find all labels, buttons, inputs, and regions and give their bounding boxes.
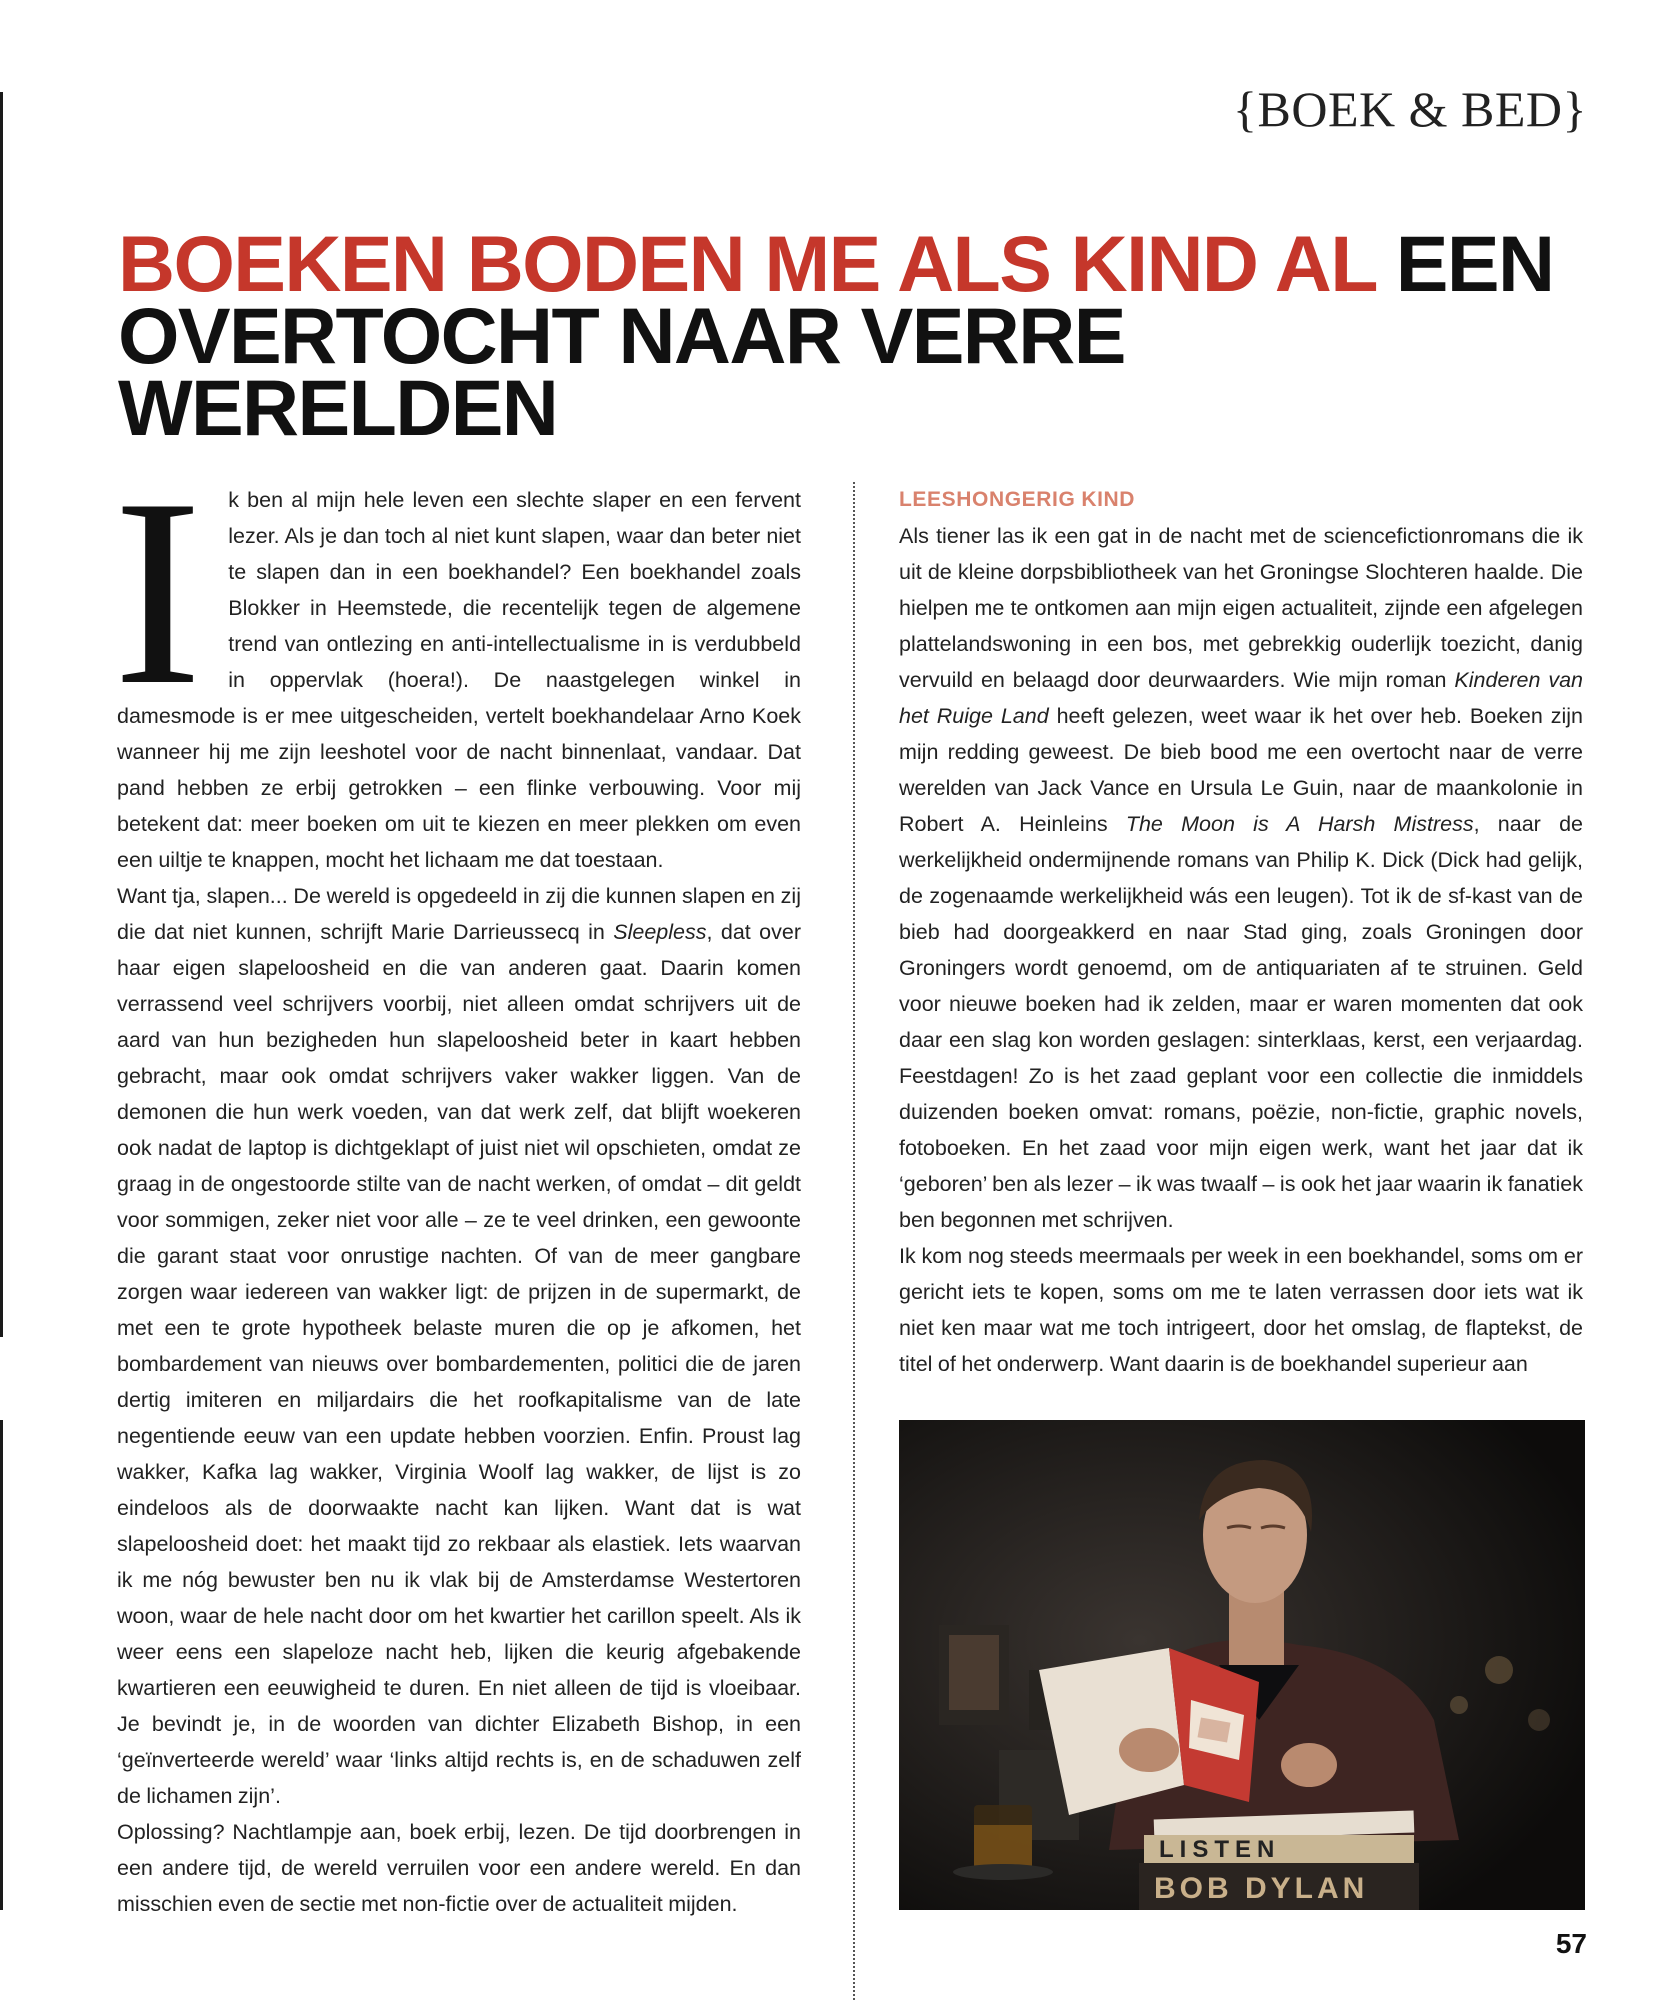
paragraph-intro [113, 443, 801, 878]
left-column [113, 443, 801, 1922]
photo-illustration [899, 1420, 1585, 1910]
headline-dark-part: EEN OVERTOCHT NAAR VERRE WERELDEN [118, 219, 1554, 452]
book-title-harsh-mistress: The Moon is A Harsh Mistress [1125, 812, 1474, 836]
paragraph-sleepless [117, 878, 801, 1814]
paragraph-teen-reader [899, 518, 1583, 1238]
book-spine-bob-dylan: BOB DYLAN [1154, 1872, 1369, 1905]
headline [118, 219, 1578, 452]
book-title-sleepless: Sleepless [613, 920, 707, 944]
paragraph-teen-text-a: Als tiener las ik een gat in de nacht met de sciencefictionromans die ik uit de kleine dorpsbibliotheek van het Groningse Slochteren haalde. Die hielpen me te ontkomen aan mijn eigen actualiteit, zijnde een afgelegen plattelandswoning in een bos, met gebrekkig ouderlijk toezicht, danig vervuild en belaagd door deurwaarders. Wie mijn roman [899, 524, 1583, 692]
page-number: 57 [1555, 1928, 1587, 1959]
column-divider [853, 482, 855, 2000]
subheading: LEESHONGERIG KIND [899, 488, 1136, 511]
author-reading-photo [899, 1420, 1585, 1910]
section-label: {BOEK & BED} [1233, 81, 1587, 137]
book-spine-listen: LISTEN [1159, 1836, 1281, 1863]
paragraph-sleepless-text-b: , dat over haar eigen slapeloosheid en die van anderen gaat. Daarin komen verrassend veel schrijvers voorbij, niet alleen omdat schrijvers uit de aard van hun bezigheden hun slapeloosheid beter in kaart hebben gebracht, maar ook omdat schrijvers vaker wakker liggen. Van de demonen die hun werk voeden, van dat werk zelf, dat blijft woekeren ook nadat de laptop is dichtgeklapt of juist niet wil opschieten, omdat ze graag in de ongestoorde stilte van de nacht werken, of omdat – dit geldt voor sommigen, zeker niet voor alle – ze te veel drinken, een gewoonte die garant staat voor onrustige nachten. Of van de meer gangbare zorgen waar iedereen van wakker ligt: de prijzen in de supermarkt, de met een te grote hypotheek belaste muren die op je afkomen, het bombardement van nieuws over bombardementen, politici die de jaren dertig imiteren en miljardairs die het roofkapitalisme van de late negentiende eeuw van een update hebben voorzien. Enfin. Proust lag wakker, Kafka lag wakker, Virginia Woolf lag wakker, de lijst is zo eindeloos als de doorwaakte nacht kan lijken. Want dat is wat slapeloosheid doet: het maakt tijd zo rekbaar als elastiek. Iets waarvan ik me nóg bewuster ben nu ik vlak bij de Amsterdamse Westertoren woon, waar de hele nacht door om het kwartier het carillon speelt. Als ik weer eens een slapeloze nacht heb, lijken die keurig afgebakende kwartieren een eeuwigheid te duren. En niet alleen de tijd is vloeibaar. Je bevindt je, in de woorden van dichter Elizabeth Bishop, in een ‘geïnverteerde wereld’ waar ‘links altijd rechts is, en de schaduwen zelf de lichamen zijn’. [117, 920, 801, 1808]
paragraph-intro-text: k ben al mijn hele leven een slechte slaper en een fervent lezer. Als je dan toch al niet kunt slapen, waar dan beter niet te slapen dan in een boekhandel? Een boekhandel zoals Blokker in Heemstede, die recentelijk tegen de algemene trend van ontlezing en anti-intellectualisme in is verdubbeld in oppervlak (hoera!). De naastgelegen winkel in damesmode is er mee uitgescheiden, vertelt boekhandelaar Arno Koek wanneer hij me zijn leeshotel voor de nacht binnenlaat, vandaar. Dat pand hebben ze erbij getrokken – een flinke verbouwing. Voor mij betekent dat: meer boeken om uit te kiezen en meer plekken om even een uiltje te knappen, mocht het lichaam me dat toestaan. [117, 488, 801, 872]
drop-cap: I [113, 443, 203, 740]
left-edge-rule [0, 92, 3, 1337]
paragraph-teen-text-b: heeft gelezen, weet waar ik het over heb. Boeken zijn mijn redding geweest. De bieb bood me een overtocht naar de verre werelden van Jack Vance en Ursula Le Guin, naar de maankolonie in Robert A. Heinleins [899, 704, 1583, 836]
left-edge-rule-lower [0, 1420, 3, 1910]
right-column [899, 482, 1583, 1382]
paragraph-bookshop-visits: Ik kom nog steeds meermaals per week in een boekhandel, soms om er gericht iets te kopen, soms om me te laten verrassen door iets wat ik niet ken maar wat me toch intrigeert, door het omslag, de flaptekst, de titel of het onderwerp. Want daarin is de boekhandel superieur aan [899, 1244, 1583, 1376]
headline-red-part: BOEKEN BODEN ME ALS KIND AL [118, 219, 1396, 308]
paragraph-sleepless-text-a: Want tja, slapen... De wereld is opgedeeld in zij die kunnen slapen en zij die dat niet kunnen, schrijft Marie Darrieussecq in [117, 884, 801, 944]
paragraph-teen-text-c: , naar de werkelijkheid ondermijnende romans van Philip K. Dick (Dick had gelijk, de zogenaamde werkelijkheid wás een leugen). Tot ik de sf-kast van de bieb had doorgeakkerd en naar Stad ging, zoals Groningen door Groningers wordt genoemd, om de antiquariaten af te struinen. Geld voor nieuwe boeken had ik zelden, maar er waren momenten dat ook daar een slag kon worden geslagen: sinterklaas, kerst, een verjaardag. Feestdagen! Zo is het zaad geplant voor een collectie die inmiddels duizenden boeken omvat: romans, poëzie, non-fictie, graphic novels, fotoboeken. En het zaad voor mijn eigen werk, want het jaar dat ik ‘geboren’ ben als lezer – ik was twaalf – is ook het jaar waarin ik fanatiek ben begonnen met schrijven. [899, 812, 1583, 1232]
paragraph-solution: Oplossing? Nachtlampje aan, boek erbij, lezen. De tijd doorbrengen in een andere tijd, de wereld verruilen voor een andere wereld. En dan misschien even de sectie met non-fictie over de actualiteit mijden. [117, 1820, 801, 1916]
book-title-ruige-land: Kinderen van het Ruige Land [899, 668, 1584, 728]
